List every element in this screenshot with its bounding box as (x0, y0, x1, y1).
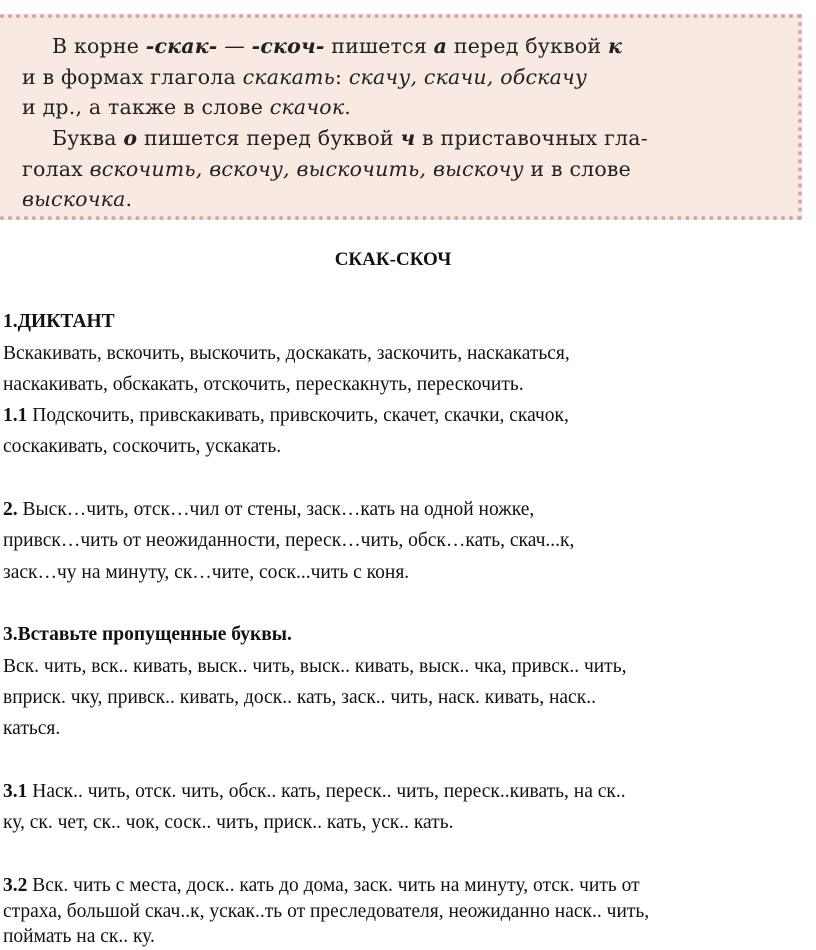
rule-line-2: и в формах глагола скакать: скачу, скачи, обскачу (22, 65, 588, 89)
section-1-1-line-2: соскакивать, соскочить, ускакать. (3, 436, 282, 457)
rule-box (0, 14, 802, 220)
section-1-line-1: Вскакивать, вскочить, выскочить, доскакать, заскочить, наскакаться, (3, 343, 570, 364)
section-2-line-1: 2. Выск…чить, отск…чил от стены, заск…кать на одной ножке, (3, 499, 535, 520)
page-title: СКАК-СКОЧ (334, 249, 452, 270)
rule-line-5: голах вскочить, вскочу, выскочить, выскочу и в слове (22, 157, 631, 181)
section-3-2-line-2: страха, большой скач..к, ускак..ть от преследователя, неожиданно наск.. чить, (3, 901, 650, 922)
section-1-line-2: наскакивать, обскакать, отскочить, перескакнуть, перескочить. (3, 374, 524, 395)
section-2-line-2: привск…чить от неожиданности, переск…чить, обск…кать, скач...к, (3, 530, 575, 551)
rule-line-3: и др., а также в слове скачок. (22, 95, 351, 119)
section-3-1-line-1: 3.1 Наск.. чить, отск. чить, обск.. кать, переск.. чить, переск..кивать, на ск.. (3, 781, 626, 802)
section-3-heading: 3.Вставьте пропущенные буквы. (3, 624, 292, 645)
section-1-heading: 1.ДИКТАНТ (3, 311, 115, 332)
rule-line-1: В корне -скак- — -скоч- пишется а перед буквой к (52, 34, 623, 58)
section-3-2-line-1: 3.2 Вск. чить с места, доск.. кать до дома, заск. чить на минуту, отск. чить от (3, 875, 640, 896)
section-3-line-3: каться. (3, 718, 61, 739)
section-3-line-2: вприск. чку, привск.. кивать, доск.. кать, заск.. чить, наск. кивать, наск.. (3, 687, 596, 708)
section-3-line-1: Вск. чить, вск.. кивать, выск.. чить, выск.. кивать, выск.. чка, привск.. чить, (3, 656, 627, 677)
section-3-1-line-2: ку, ск. чет, ск.. чок, соск.. чить, приск.. кать, уск.. кать. (3, 812, 454, 833)
section-2-line-3: заск…чу на минуту, ск…чите, соск...чить с коня. (3, 562, 410, 583)
rule-line-4: Буква о пишется перед буквой ч в приставочных гла- (52, 126, 648, 150)
rule-line-6: выскочка. (22, 187, 133, 211)
section-1-1-line-1: 1.1 Подскочить, привскакивать, привскочить, скачет, скачки, скачок, (3, 405, 569, 426)
section-3-2-line-3: поймать на ск.. ку. (3, 926, 155, 947)
